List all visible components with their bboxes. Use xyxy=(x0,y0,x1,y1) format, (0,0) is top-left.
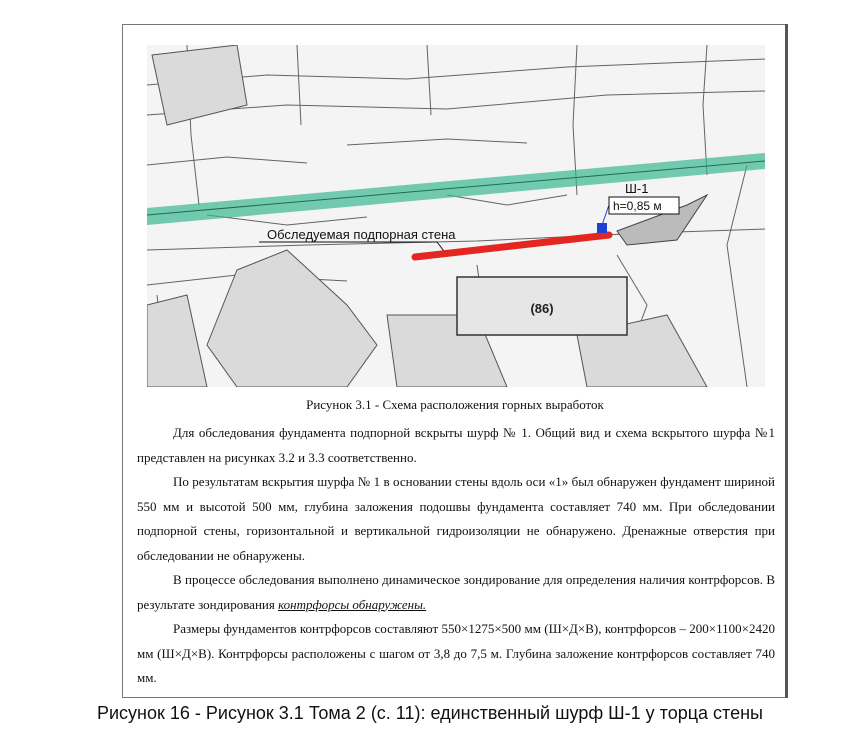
pit-label: Ш-1 xyxy=(625,181,649,196)
paragraph-3-text: В процессе обследования выполнено динамическое зондирование для определения наличия контрфорсов. В результате зондирования xyxy=(137,572,775,612)
paragraph-3-emphasis: контрфорсы обнаружены. xyxy=(278,596,427,612)
paragraph-3 xyxy=(137,568,775,617)
paragraph-4: Размеры фундаментов контрфорсов составляют 550×1275×500 мм (Ш×Д×В), контрфорсов – 200×1100×2420 мм (Ш×Д×В). Контрфорсы расположены с шагом от 3,8 до 7,5 м. Глубина заложение контрфорсов составляет 740 мм. xyxy=(137,621,775,685)
bottom-caption: Рисунок 16 - Рисунок 3.1 Тома 2 (с. 11): единственный шурф Ш-1 у торца стены xyxy=(97,703,763,723)
building-label: (86) xyxy=(530,301,554,316)
paragraph-1: Для обследования фундамента подпорной вскрыты шурф № 1. Общий вид и схема вскрытого шурфа №1 представлен на рисунках 3.2 и 3.3 соответственно. xyxy=(137,425,775,465)
wall-label: Обследуемая подпорная стена xyxy=(267,227,456,242)
paragraph-2: По результатам вскрытия шурфа № 1 в основании стены вдоль оси «1» был обнаружен фундамент шириной 550 мм и высотой 500 мм, глубина заложения подошвы фундамента составляет 740 мм. При обследовании подпорной стены, горизонтальной и вертикальной гидроизоляции не обнаружено. Дренажные отверстия при обследовании не обнаружены. xyxy=(137,474,775,563)
depth-label: h=0,85 м xyxy=(613,199,662,213)
figure-caption: Рисунок 3.1 - Схема расположения горных выработок xyxy=(306,397,604,412)
body-text xyxy=(137,421,775,691)
page-edge xyxy=(785,24,788,698)
site-plan-drawing xyxy=(147,45,765,387)
site-plan-map xyxy=(147,45,765,387)
document-page xyxy=(122,24,788,698)
